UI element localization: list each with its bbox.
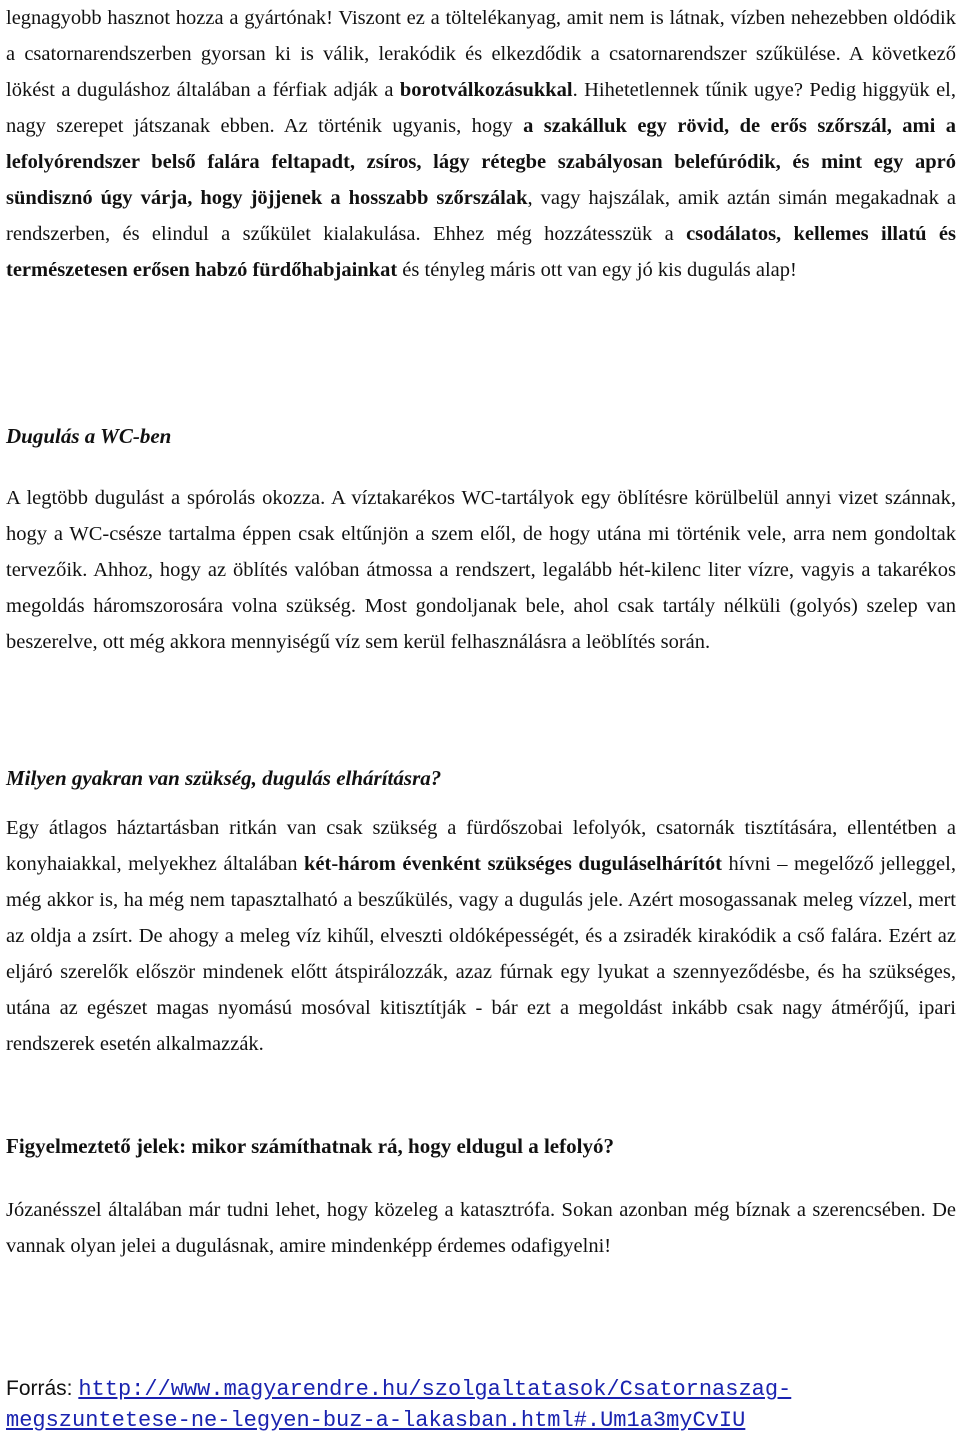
intro-bold-shaving: borotválkozásukkal	[399, 79, 573, 101]
frequency-text-2: hívni – megelőző jelleggel, még akkor is, ha még nem tapasztalható a beszűkülés, vagy a dugulás jele. Azért mosogassanak meleg vízzel, mert az oldja a zsírt. De ahogy a meleg víz kihűl, elveszti oldóképességét, és a zsiradék kirakódik a cső falára. Ezért az eljáró szerelők először mindenek előtt átspirálozzák, azaz fúrnak egy lyukat a szennyeződésbe, és ha szükséges, utána az egészet magas nyomású mosóval kitisztítják - bár ezt a megoldást inkább csak nagy átmérőjű, ipari rendszerek esetén alkalmazzák.	[6, 853, 956, 1055]
wc-paragraph: A legtöbb dugulást a spórolás okozza. A víztakarékos WC-tartályok egy öblítésre körülbelül annyi vizet szánnak, hogy a WC-csésze tartalma éppen csak eltűnjön a szem elől, de hogy utána mi történik vele, arra nem gondoltak tervezőik. Ahhoz, hogy az öblítés valóban átmossa a rendszert, legalább hét-kilenc liter vízre, vagyis a takarékos megoldás háromszorosára volna szükség. Most gondoljanak bele, ahol csak tartály nélküli (golyós) szelep van beszerelve, ott még akkora mennyiségű víz sem kerül felhasználásra a leöblítés során.	[6, 487, 956, 653]
source-link-line-2: megszuntetese-ne-legyen-buz-a-lakasban.html#.Um1a3myCvIU	[6, 1408, 746, 1433]
source-link[interactable]	[6, 1377, 791, 1433]
source-label: Forrás:	[6, 1377, 79, 1400]
intro-text-2: . Hihetetlennek tűnik ugye? Pedig higgyük el, nagy szerepet játszanak ebben. Az történik ugyanis, hogy	[6, 79, 956, 137]
intro-bold-bath-foam: csodálatos, kellemes illatú és természetesen erősen habzó fürdőhabjainkat	[6, 223, 956, 281]
intro-bold-beard-hair: a szakálluk egy rövid, de erős szőrszál, ami a lefolyórendszer belső falára feltapadt, zsíros, lágy rétegbe szabályosan belefúródik, és mint egy apró sündisznó úgy várja, hogy jöjjenek a hosszabb szőrszálak	[6, 115, 956, 209]
intro-text-4: és tényleg máris ott van egy jó kis dugulás alap!	[397, 259, 797, 281]
frequency-paragraph	[6, 810, 956, 1062]
frequency-bold-interval: két-három évenként szükséges duguláselhárítót	[304, 853, 722, 875]
warning-signs-heading: Figyelmeztető jelek: mikor számíthatnak rá, hogy eldugul a lefolyó?	[6, 1134, 614, 1158]
intro-paragraph	[6, 0, 956, 288]
intro-text-1: legnagyobb hasznot hozza a gyártónak! Viszont ez a töltelékanyag, amit nem is látnak, vízben nehezebben oldódik a csatornarendszerben gyorsan ki is válik, lerakódik és elkezdődik a csatornarendszer szűkülése. A következő lökést a duguláshoz általában a férfiak adják a	[6, 7, 956, 101]
frequency-heading: Milyen gyakran van szükség, dugulás elhárításra?	[6, 766, 442, 790]
warning-signs-paragraph: Józanésszel általában már tudni lehet, hogy közeleg a katasztrófa. Sokan azonban még bíznak a szerencsében. De vannak olyan jelei a dugulásnak, amire mindenképp érdemes odafigyelni!	[6, 1199, 956, 1257]
source-citation	[6, 1374, 956, 1436]
wc-heading: Dugulás a WC-ben	[6, 424, 172, 448]
frequency-text-1: Egy átlagos háztartásban ritkán van csak szükség a fürdőszobai lefolyók, csatornák tisztítására, ellentétben a konyhaiakkal, melyekhez általában	[6, 817, 956, 875]
intro-text-3: , vagy hajszálak, amik aztán simán megakadnak a rendszerben, és elindul a szűkület kialakulása. Ehhez még hozzátesszük a	[6, 187, 956, 245]
source-link-line-1: http://www.magyarendre.hu/szolgaltatasok/Csatornaszag-	[78, 1377, 792, 1402]
